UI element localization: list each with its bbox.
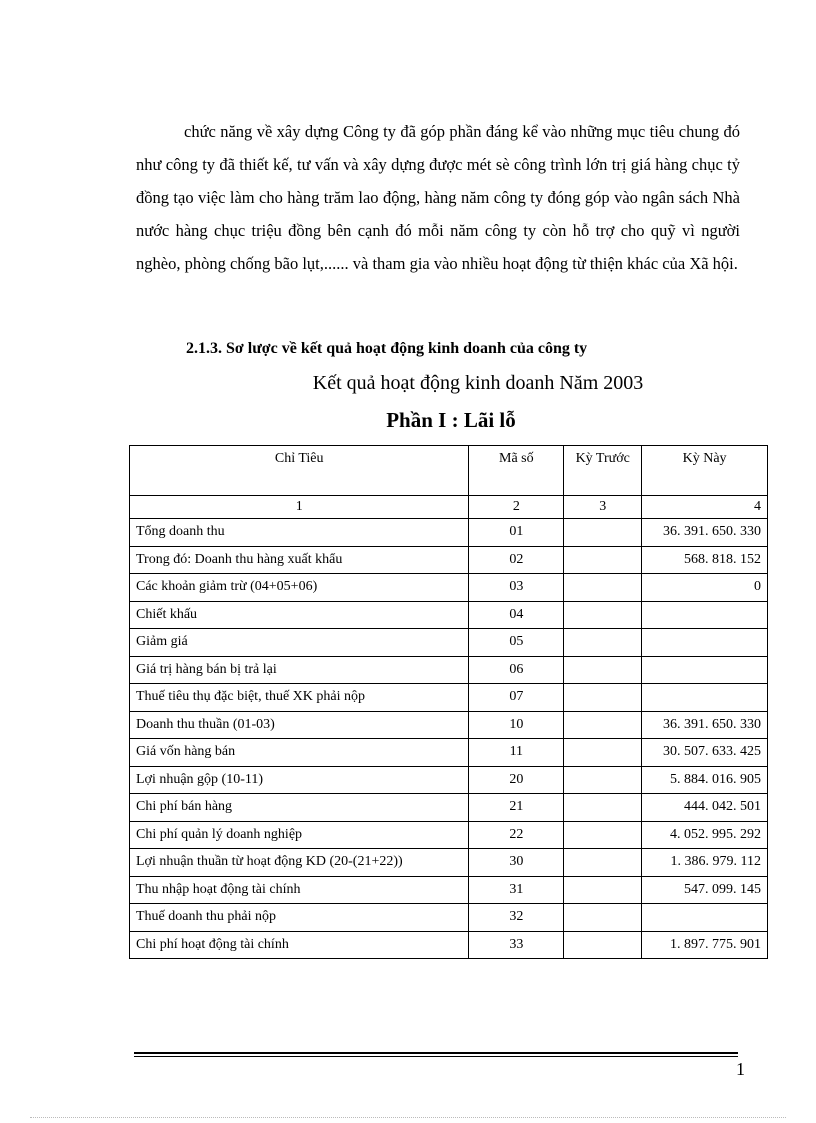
table-row	[130, 711, 768, 739]
row-code-cell: 06	[469, 656, 564, 684]
row-previous-cell	[564, 876, 642, 904]
row-current-cell	[642, 656, 768, 684]
header-previous-period: Kỳ Trước	[564, 446, 642, 496]
row-current-cell: 36. 391. 650. 330	[642, 519, 768, 547]
header-current-period: Kỳ Này	[642, 446, 768, 496]
row-current-cell	[642, 904, 768, 932]
row-previous-cell	[564, 849, 642, 877]
table-row	[130, 739, 768, 767]
row-previous-cell	[564, 684, 642, 712]
row-previous-cell	[564, 766, 642, 794]
row-current-cell: 1. 386. 979. 112	[642, 849, 768, 877]
table-row	[130, 629, 768, 657]
row-current-cell: 36. 391. 650. 330	[642, 711, 768, 739]
row-code-cell: 21	[469, 794, 564, 822]
row-code-cell: 11	[469, 739, 564, 767]
table-row	[130, 821, 768, 849]
row-code-cell: 10	[469, 711, 564, 739]
table-row	[130, 574, 768, 602]
row-indicator-cell: Thuế doanh thu phải nộp	[130, 904, 469, 932]
table-index-row	[130, 496, 768, 519]
row-current-cell: 444. 042. 501	[642, 794, 768, 822]
row-previous-cell	[564, 821, 642, 849]
row-current-cell	[642, 629, 768, 657]
row-code-cell: 03	[469, 574, 564, 602]
row-indicator-cell: Giá trị hàng bán bị trả lại	[130, 656, 469, 684]
row-code-cell: 31	[469, 876, 564, 904]
row-current-cell: 0	[642, 574, 768, 602]
row-current-cell: 1. 897. 775. 901	[642, 931, 768, 959]
row-code-cell: 20	[469, 766, 564, 794]
row-code-cell: 02	[469, 546, 564, 574]
row-code-cell: 04	[469, 601, 564, 629]
row-indicator-cell: Thuế tiêu thụ đặc biệt, thuế XK phải nộp	[130, 684, 469, 712]
index-col-1: 1	[130, 496, 469, 519]
header-code: Mã số	[469, 446, 564, 496]
row-previous-cell	[564, 794, 642, 822]
row-indicator-cell: Giảm giá	[130, 629, 469, 657]
row-indicator-cell: Lợi nhuận thuần từ hoạt động KD (20-(21+22))	[130, 849, 469, 877]
row-code-cell: 05	[469, 629, 564, 657]
table-row	[130, 794, 768, 822]
row-indicator-cell: Các khoản giảm trừ (04+05+06)	[130, 574, 469, 602]
footer-rule-thin	[134, 1056, 738, 1057]
index-col-2: 2	[469, 496, 564, 519]
row-current-cell: 30. 507. 633. 425	[642, 739, 768, 767]
row-previous-cell	[564, 904, 642, 932]
row-previous-cell	[564, 931, 642, 959]
footer-rule	[134, 1052, 738, 1054]
table-row	[130, 656, 768, 684]
row-code-cell: 01	[469, 519, 564, 547]
header-indicator: Chỉ Tiêu	[130, 446, 469, 496]
row-current-cell: 5. 884. 016. 905	[642, 766, 768, 794]
report-title: Kết quả hoạt động kinh doanh Năm 2003	[312, 372, 644, 394]
row-previous-cell	[564, 574, 642, 602]
row-previous-cell	[564, 601, 642, 629]
row-indicator-cell: Chiết khấu	[130, 601, 469, 629]
page-bottom-divider	[30, 1117, 786, 1118]
table-row	[130, 519, 768, 547]
row-previous-cell	[564, 656, 642, 684]
section-title: 2.1.3. Sơ lược về kết quả hoạt động kinh doanh của công ty	[186, 340, 588, 357]
table-row	[130, 931, 768, 959]
row-previous-cell	[564, 629, 642, 657]
row-indicator-cell: Tổng doanh thu	[130, 519, 469, 547]
body-paragraph: chức năng về xây dựng Công ty đã góp phần đáng kể vào những mục tiêu chung đó như công ty đã thiết kế, tư vấn và xây dựng được mét sè công trình lớn trị giá hàng chục tỷ đồng tạo việc làm cho hàng trăm lao động, hàng năm công ty đóng góp vào ngân sách Nhà nước hàng chục triệu đồng bên cạnh đó mỗi năm công ty còn hỗ trợ cho quỹ vì người nghèo, phòng chống bão lụt,...... và tham gia vào nhiều hoạt động từ thiện khác của Xã hội.	[136, 122, 740, 273]
row-code-cell: 07	[469, 684, 564, 712]
table-header-row	[130, 446, 768, 496]
income-statement-table	[129, 445, 768, 959]
table-row	[130, 904, 768, 932]
row-current-cell	[642, 601, 768, 629]
row-indicator-cell: Chi phí quản lý doanh nghiệp	[130, 821, 469, 849]
row-indicator-cell: Chi phí hoạt động tài chính	[130, 931, 469, 959]
table-row	[130, 849, 768, 877]
row-indicator-cell: Doanh thu thuần (01-03)	[130, 711, 469, 739]
part-title: Phần I : Lãi lỗ	[386, 408, 516, 432]
row-previous-cell	[564, 739, 642, 767]
row-indicator-cell: Lợi nhuận gộp (10-11)	[130, 766, 469, 794]
table-row	[130, 546, 768, 574]
table-row	[130, 684, 768, 712]
row-previous-cell	[564, 711, 642, 739]
row-current-cell: 568. 818. 152	[642, 546, 768, 574]
row-indicator-cell: Trong đó: Doanh thu hàng xuất khẩu	[130, 546, 469, 574]
row-indicator-cell: Thu nhập hoạt động tài chính	[130, 876, 469, 904]
row-indicator-cell: Chi phí bán hàng	[130, 794, 469, 822]
table-row	[130, 766, 768, 794]
row-current-cell	[642, 684, 768, 712]
table-row	[130, 876, 768, 904]
table-row	[130, 601, 768, 629]
page-number: 1	[736, 1059, 745, 1079]
row-code-cell: 22	[469, 821, 564, 849]
row-code-cell: 30	[469, 849, 564, 877]
row-previous-cell	[564, 519, 642, 547]
row-code-cell: 33	[469, 931, 564, 959]
row-previous-cell	[564, 546, 642, 574]
index-col-3: 3	[564, 496, 642, 519]
row-current-cell: 547. 099. 145	[642, 876, 768, 904]
row-indicator-cell: Giá vốn hàng bán	[130, 739, 469, 767]
row-code-cell: 32	[469, 904, 564, 932]
row-current-cell: 4. 052. 995. 292	[642, 821, 768, 849]
index-col-4: 4	[642, 496, 768, 519]
